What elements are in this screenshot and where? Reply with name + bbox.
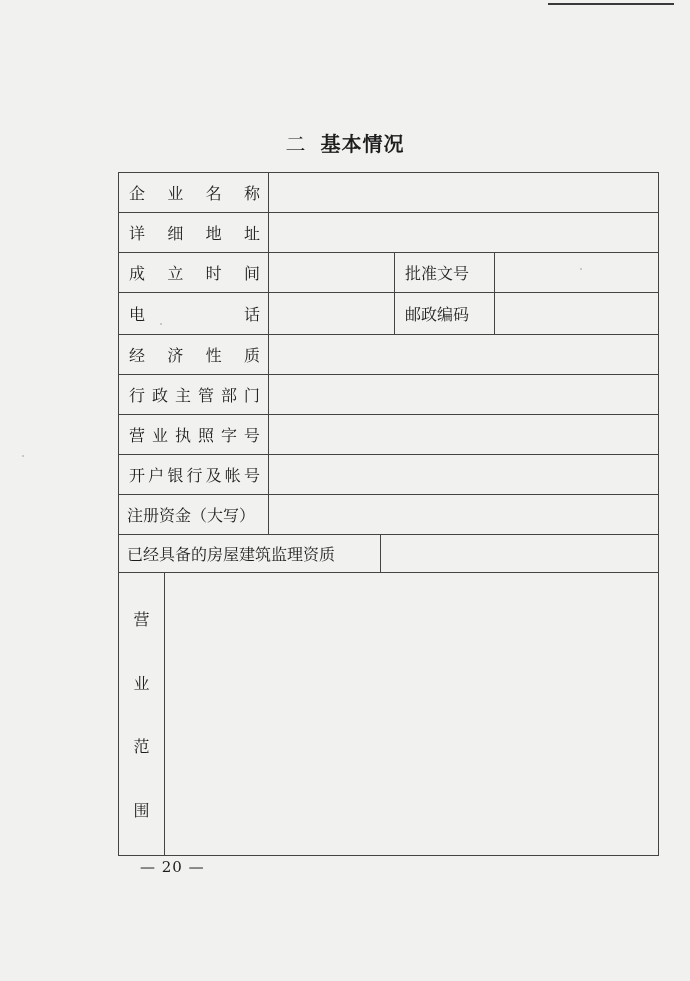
business-scope-field[interactable] xyxy=(165,573,658,855)
row-qualification xyxy=(119,535,658,573)
admin-dept-field[interactable] xyxy=(269,375,658,414)
row-license-no xyxy=(119,415,658,455)
postal-code-label: 邮政编码 xyxy=(395,293,495,334)
qualification-label: 已经具备的房屋建筑监理资质 xyxy=(119,535,381,572)
economic-nature-field[interactable] xyxy=(269,335,658,374)
row-company-name xyxy=(119,173,658,213)
license-no-label: 营 业 执 照 字 号 xyxy=(119,415,269,454)
bank-account-field[interactable] xyxy=(269,455,658,494)
basic-info-form xyxy=(118,172,659,856)
scan-speck xyxy=(160,323,162,325)
row-registered-capital xyxy=(119,495,658,535)
phone-label: 电 话 xyxy=(119,293,269,334)
scan-speck xyxy=(22,455,24,457)
qualification-field[interactable] xyxy=(381,535,658,572)
bank-account-label: 开 户 银 行 及 帐 号 xyxy=(119,455,269,494)
license-no-field[interactable] xyxy=(269,415,658,454)
row-economic-nature xyxy=(119,335,658,375)
row-phone xyxy=(119,293,658,335)
section-title-text: 基本情况 xyxy=(320,132,405,156)
row-address xyxy=(119,213,658,253)
approval-no-field[interactable] xyxy=(495,253,658,292)
top-rule xyxy=(548,3,674,5)
admin-dept-label: 行 政 主 管 部 门 xyxy=(119,375,269,414)
approval-no-label: 批准文号 xyxy=(395,253,495,292)
row-bank-account xyxy=(119,455,658,495)
row-admin-dept xyxy=(119,375,658,415)
address-field[interactable] xyxy=(269,213,658,252)
scan-speck xyxy=(580,268,582,270)
registered-capital-field[interactable] xyxy=(269,495,658,534)
address-label: 详 细 地 址 xyxy=(119,213,269,252)
established-field[interactable] xyxy=(269,253,395,292)
phone-field[interactable] xyxy=(269,293,395,334)
business-scope-label: 营 业 范 围 xyxy=(119,573,165,855)
postal-code-field[interactable] xyxy=(495,293,658,334)
page-number: — 20 — xyxy=(140,858,205,876)
established-label: 成 立 时 间 xyxy=(119,253,269,292)
economic-nature-label: 经 济 性 质 xyxy=(119,335,269,374)
registered-capital-label: 注册资金（大写） xyxy=(119,495,269,534)
section-number: 二 xyxy=(285,132,307,156)
row-established xyxy=(119,253,658,293)
company-name-label: 企 业 名 称 xyxy=(119,173,269,212)
company-name-field[interactable] xyxy=(269,173,658,212)
section-title xyxy=(0,128,690,157)
